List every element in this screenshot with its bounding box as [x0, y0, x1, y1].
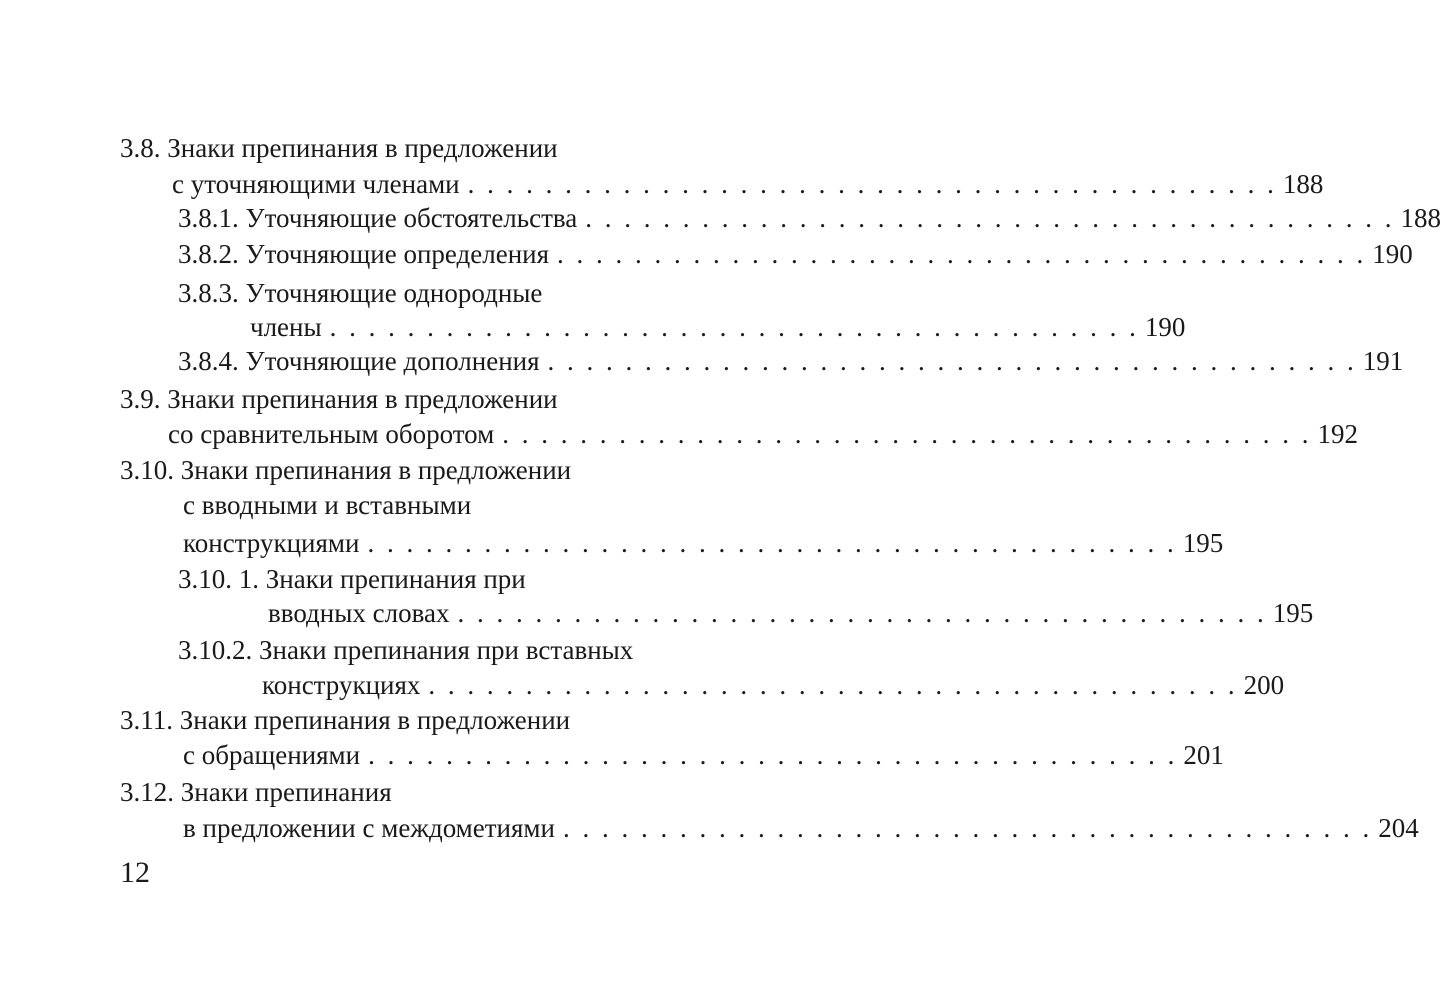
toc-entry-3-8-line-1: [120, 131, 720, 165]
dot-leader: . . . . . . . . . . . . . . . . . . . . . . . . . . . . . . . . . . . . . . . . . .: [562, 813, 1373, 843]
dot-leader: . . . . . . . . . . . . . . . . . . . . . . . . . . . . . . . . . . . . . . . . . .: [457, 598, 1267, 628]
toc-entry-3-11-line-1: [120, 703, 720, 737]
toc-entry-3-12-line-2: [183, 811, 1419, 845]
toc-entry-title: с обращениями: [183, 740, 361, 770]
toc-entry-title: конструкциях: [262, 670, 421, 700]
toc-entry-page: 201: [1183, 740, 1224, 770]
toc-entry-3-10-line-2: [183, 488, 720, 522]
toc-entry-3-10-line-3: [183, 526, 1224, 560]
toc-entry-3-11-line-2: [183, 738, 1224, 772]
toc-entry-3-10-1-line-2: [268, 596, 1314, 630]
dot-leader: . . . . . . . . . . . . . . . . . . . . . . . . . . . . . . . . . . . . . . . . . .: [368, 740, 1178, 770]
toc-entry-title: вводных словах: [268, 598, 450, 628]
toc-entry-title: 3.11. Знаки препинания в предложении: [120, 705, 571, 735]
toc-entry-page: 195: [1182, 528, 1224, 558]
dot-leader: . . . . . . . . . . . . . . . . . . . . . . . . . . . . . . . . . . . . . . . . . .: [502, 419, 1312, 449]
toc-entry-title: в предложении с междометиями: [183, 813, 555, 843]
toc-entry-3-8-4: [178, 344, 1404, 378]
toc-entry-title: с уточняющими членами: [172, 169, 460, 199]
toc-entry-3-8-3-line-2: [250, 310, 1186, 344]
toc-entry-title: 3.8. Знаки препинания в предложении: [120, 133, 558, 163]
dot-leader: . . . . . . . . . . . . . . . . . . . . . . . . . . . . . . . . . . . . . . . . . .: [557, 239, 1367, 269]
toc-entry-3-10-2-line-2: [262, 668, 1285, 702]
toc-entry-title: 3.8.2. Уточняющие определения: [178, 239, 550, 269]
toc-entry-3-8-3-line-1: [178, 276, 720, 310]
toc-entry-3-8-2: [178, 237, 1413, 271]
toc-entry-page: 192: [1317, 419, 1358, 449]
toc-entry-3-9-line-2: [168, 417, 1358, 451]
toc-entry-page: 190: [1144, 312, 1186, 342]
toc-entry-title: 3.10.2. Знаки препинания при вставных: [178, 635, 634, 665]
dot-leader: . . . . . . . . . . . . . . . . . . . . . . . . . . . . . . . . . . . . . . . . . .: [367, 528, 1177, 558]
toc-entry-title: 3.10. 1. Знаки препинания при: [178, 564, 526, 594]
toc-entry-page: 188: [1400, 203, 1441, 233]
toc-entry-3-10-line-1: [120, 453, 720, 487]
toc-entry-title: 3.9. Знаки препинания в предложении: [120, 384, 558, 414]
toc-entry-3-8-1: [178, 201, 1441, 235]
toc-entry-page: 190: [1372, 239, 1413, 269]
toc-entry-title: конструкциями: [183, 528, 360, 558]
toc-entry-title: 3.10. Знаки препинания в предложении: [120, 455, 572, 485]
toc-entry-title: с вводными и вставными: [183, 490, 472, 520]
toc-entry-3-9-line-1: [120, 382, 720, 416]
dot-leader: . . . . . . . . . . . . . . . . . . . . . . . . . . . . . . . . . . . . . . . . . .: [547, 346, 1357, 376]
dot-leader: . . . . . . . . . . . . . . . . . . . . . . . . . . . . . . . . . . . . . . . . . .: [467, 169, 1277, 199]
toc-entry-page: 188: [1282, 169, 1324, 199]
toc-entry-page: 204: [1378, 813, 1419, 843]
toc-entry-title: 3.8.3. Уточняющие однородные: [178, 278, 543, 308]
dot-leader: . . . . . . . . . . . . . . . . . . . . . . . . . . . . . . . . . . . . . . . . . .: [585, 203, 1395, 233]
toc-entry-page: 195: [1272, 598, 1314, 628]
toc-entry-page: 191: [1362, 346, 1404, 376]
toc-entry-3-8-line-2: [172, 167, 1324, 201]
toc-entry-page: 200: [1243, 670, 1285, 700]
toc-entry-3-12-line-1: [120, 775, 720, 809]
page-number: 12: [120, 856, 150, 889]
toc-entry-title: со сравнительным оборотом: [168, 419, 495, 449]
toc-entry-title: 3.8.1. Уточняющие обстоятельства: [178, 203, 578, 233]
toc-entry-title: 3.8.4. Уточняющие дополнения: [178, 346, 540, 376]
toc-entry-3-10-1-line-1: [178, 562, 720, 596]
toc-entry-title: 3.12. Знаки препинания: [120, 777, 392, 807]
toc-entry-title: члены: [250, 312, 322, 342]
dot-leader: . . . . . . . . . . . . . . . . . . . . . . . . . . . . . . . . . . . . . . . . . .: [329, 312, 1139, 342]
toc-entry-3-10-2-line-1: [178, 633, 720, 667]
dot-leader: . . . . . . . . . . . . . . . . . . . . . . . . . . . . . . . . . . . . . . . . . .: [428, 670, 1238, 700]
